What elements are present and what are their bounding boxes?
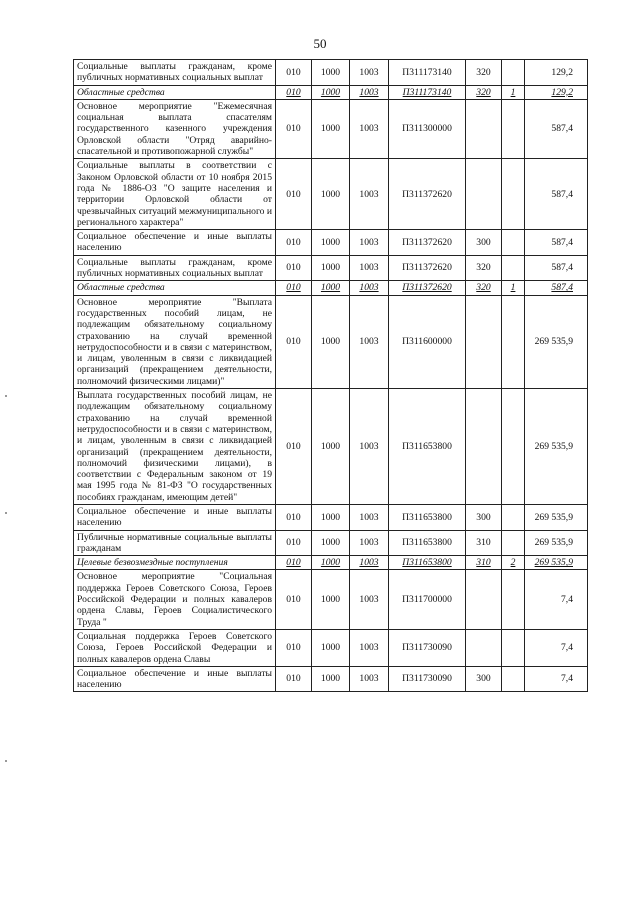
table-row xyxy=(74,295,588,388)
row-source-code xyxy=(502,99,525,158)
row-section: 1000 xyxy=(312,556,350,570)
row-amount: 269 535,9 xyxy=(525,295,588,388)
row-source-code: 1 xyxy=(502,281,525,295)
row-grbs: 010 xyxy=(276,530,312,556)
row-expense-type: 310 xyxy=(466,530,502,556)
row-grbs: 010 xyxy=(276,99,312,158)
row-subsection: 1003 xyxy=(350,255,389,281)
row-source-code xyxy=(502,530,525,556)
row-expense-type: 300 xyxy=(466,504,502,530)
row-name: Социальные выплаты гражданам, кроме публичных нормативных социальных выплат xyxy=(74,60,276,86)
margin-mark xyxy=(5,512,7,514)
row-amount: 269 535,9 xyxy=(525,530,588,556)
row-grbs: 010 xyxy=(276,85,312,99)
row-name: Социальное обеспечение и иные выплаты населению xyxy=(74,230,276,256)
margin-mark xyxy=(5,760,7,762)
funding-source-row xyxy=(74,281,588,295)
row-amount: 7,4 xyxy=(525,570,588,629)
row-expense-type xyxy=(466,389,502,505)
row-target-article: П311653800 xyxy=(389,530,466,556)
row-section: 1000 xyxy=(312,85,350,99)
row-target-article: П311600000 xyxy=(389,295,466,388)
row-source-code xyxy=(502,295,525,388)
table-body xyxy=(74,60,588,692)
row-grbs: 010 xyxy=(276,230,312,256)
table-row xyxy=(74,99,588,158)
row-amount: 587,4 xyxy=(525,159,588,230)
row-name: Публичные нормативные социальные выплаты гражданам xyxy=(74,530,276,556)
row-target-article: П311372620 xyxy=(389,281,466,295)
row-name: Выплата государственных пособий лицам, не подлежащим обязательному социальному страхованию на случай временной нетрудоспособности и в связи с материнством, и лицам, уволенным в связи с ликвидацией организаций (прекращением деятельности, полномочий физическими лицами), в соответствии с Федеральным законом от 19 мая 1995 года № 81-ФЗ "О государственных пособиях гражданам, имеющим детей" xyxy=(74,389,276,505)
row-subsection: 1003 xyxy=(350,60,389,86)
row-name: Основное мероприятие "Ежемесячная социальная выплата спасателям государственного казенного учреждения Орловской области "Отряд аварийно-спасательной и противопожарной службы" xyxy=(74,99,276,158)
row-amount: 7,4 xyxy=(525,666,588,692)
row-section: 1000 xyxy=(312,255,350,281)
row-expense-type: 310 xyxy=(466,556,502,570)
row-expense-type: 320 xyxy=(466,255,502,281)
row-subsection: 1003 xyxy=(350,295,389,388)
row-amount: 587,4 xyxy=(525,230,588,256)
row-source-code xyxy=(502,230,525,256)
funding-source-row xyxy=(74,556,588,570)
funding-source-row xyxy=(74,85,588,99)
row-name: Социальные выплаты в соответствии с Законом Орловской области от 10 ноября 2015 года № 1886-ОЗ "О защите населения и территории Орловской области от чрезвычайных ситуаций межмуниципального и регионального характера" xyxy=(74,159,276,230)
row-target-article: П311730090 xyxy=(389,666,466,692)
row-name: Основное мероприятие "Выплата государственных пособий лицам, не подлежащим обязательному социальному страхованию на случай временной нетрудоспособности и в связи с материнством, и лицам, уволенным в связи с ликвидацией организаций (прекращением деятельности, полномочий физическими лицами)" xyxy=(74,295,276,388)
row-target-article: П311372620 xyxy=(389,230,466,256)
row-subsection: 1003 xyxy=(350,159,389,230)
row-source-code xyxy=(502,570,525,629)
row-target-article: П311300000 xyxy=(389,99,466,158)
row-expense-type xyxy=(466,99,502,158)
row-grbs: 010 xyxy=(276,570,312,629)
row-amount: 129,2 xyxy=(525,85,588,99)
table-row xyxy=(74,255,588,281)
row-source-code xyxy=(502,504,525,530)
row-grbs: 010 xyxy=(276,281,312,295)
row-source-code: 1 xyxy=(502,85,525,99)
row-expense-type xyxy=(466,570,502,629)
table-row xyxy=(74,504,588,530)
row-name: Областные средства xyxy=(74,85,276,99)
row-target-article: П311372620 xyxy=(389,255,466,281)
table-row xyxy=(74,159,588,230)
row-grbs: 010 xyxy=(276,504,312,530)
row-target-article: П311173140 xyxy=(389,85,466,99)
row-grbs: 010 xyxy=(276,629,312,666)
row-amount: 269 535,9 xyxy=(525,389,588,505)
row-section: 1000 xyxy=(312,230,350,256)
row-name: Социальное обеспечение и иные выплаты населению xyxy=(74,666,276,692)
row-source-code xyxy=(502,255,525,281)
row-subsection: 1003 xyxy=(350,85,389,99)
row-grbs: 010 xyxy=(276,666,312,692)
row-subsection: 1003 xyxy=(350,504,389,530)
row-section: 1000 xyxy=(312,99,350,158)
row-amount: 7,4 xyxy=(525,629,588,666)
row-amount: 587,4 xyxy=(525,255,588,281)
row-section: 1000 xyxy=(312,629,350,666)
row-target-article: П311653800 xyxy=(389,504,466,530)
row-amount: 269 535,9 xyxy=(525,556,588,570)
row-section: 1000 xyxy=(312,666,350,692)
row-subsection: 1003 xyxy=(350,556,389,570)
row-expense-type xyxy=(466,629,502,666)
page-number: 50 xyxy=(313,36,327,51)
row-subsection: 1003 xyxy=(350,530,389,556)
row-grbs: 010 xyxy=(276,255,312,281)
row-subsection: 1003 xyxy=(350,570,389,629)
row-subsection: 1003 xyxy=(350,230,389,256)
row-subsection: 1003 xyxy=(350,629,389,666)
row-amount: 587,4 xyxy=(525,99,588,158)
row-source-code: 2 xyxy=(502,556,525,570)
row-section: 1000 xyxy=(312,60,350,86)
row-subsection: 1003 xyxy=(350,281,389,295)
table-row xyxy=(74,629,588,666)
budget-table xyxy=(73,59,588,692)
table-row xyxy=(74,570,588,629)
table-row xyxy=(74,230,588,256)
table-row xyxy=(74,530,588,556)
row-section: 1000 xyxy=(312,295,350,388)
row-expense-type xyxy=(466,159,502,230)
row-grbs: 010 xyxy=(276,556,312,570)
row-grbs: 010 xyxy=(276,389,312,505)
row-target-article: П311173140 xyxy=(389,60,466,86)
row-amount: 129,2 xyxy=(525,60,588,86)
table-row xyxy=(74,389,588,505)
row-expense-type: 320 xyxy=(466,60,502,86)
row-source-code xyxy=(502,666,525,692)
row-target-article: П311700000 xyxy=(389,570,466,629)
row-target-article: П311653800 xyxy=(389,389,466,505)
row-section: 1000 xyxy=(312,530,350,556)
row-name: Социальные выплаты гражданам, кроме публичных нормативных социальных выплат xyxy=(74,255,276,281)
row-section: 1000 xyxy=(312,389,350,505)
row-grbs: 010 xyxy=(276,60,312,86)
row-amount: 269 535,9 xyxy=(525,504,588,530)
row-source-code xyxy=(502,629,525,666)
row-expense-type: 320 xyxy=(466,85,502,99)
row-subsection: 1003 xyxy=(350,99,389,158)
row-source-code xyxy=(502,60,525,86)
margin-mark xyxy=(5,395,7,397)
row-section: 1000 xyxy=(312,159,350,230)
row-name: Основное мероприятие "Социальная поддержка Героев Советского Союза, Героев Российской Федерации и полных кавалеров ордена Славы, Героев Социалистического Труда " xyxy=(74,570,276,629)
row-target-article: П311372620 xyxy=(389,159,466,230)
row-name: Областные средства xyxy=(74,281,276,295)
row-expense-type: 320 xyxy=(466,281,502,295)
table-row xyxy=(74,60,588,86)
row-target-article: П311653800 xyxy=(389,556,466,570)
row-target-article: П311730090 xyxy=(389,629,466,666)
row-subsection: 1003 xyxy=(350,389,389,505)
row-source-code xyxy=(502,389,525,505)
table-row xyxy=(74,666,588,692)
row-section: 1000 xyxy=(312,504,350,530)
row-name: Целевые безвозмездные поступления xyxy=(74,556,276,570)
row-subsection: 1003 xyxy=(350,666,389,692)
row-section: 1000 xyxy=(312,570,350,629)
row-source-code xyxy=(502,159,525,230)
row-grbs: 010 xyxy=(276,295,312,388)
row-amount: 587,4 xyxy=(525,281,588,295)
row-expense-type: 300 xyxy=(466,230,502,256)
row-expense-type xyxy=(466,295,502,388)
row-grbs: 010 xyxy=(276,159,312,230)
row-name: Социальное обеспечение и иные выплаты населению xyxy=(74,504,276,530)
row-section: 1000 xyxy=(312,281,350,295)
row-expense-type: 300 xyxy=(466,666,502,692)
row-name: Социальная поддержка Героев Советского Союза, Героев Российской Федерации и полных кавалеров ордена Славы xyxy=(74,629,276,666)
